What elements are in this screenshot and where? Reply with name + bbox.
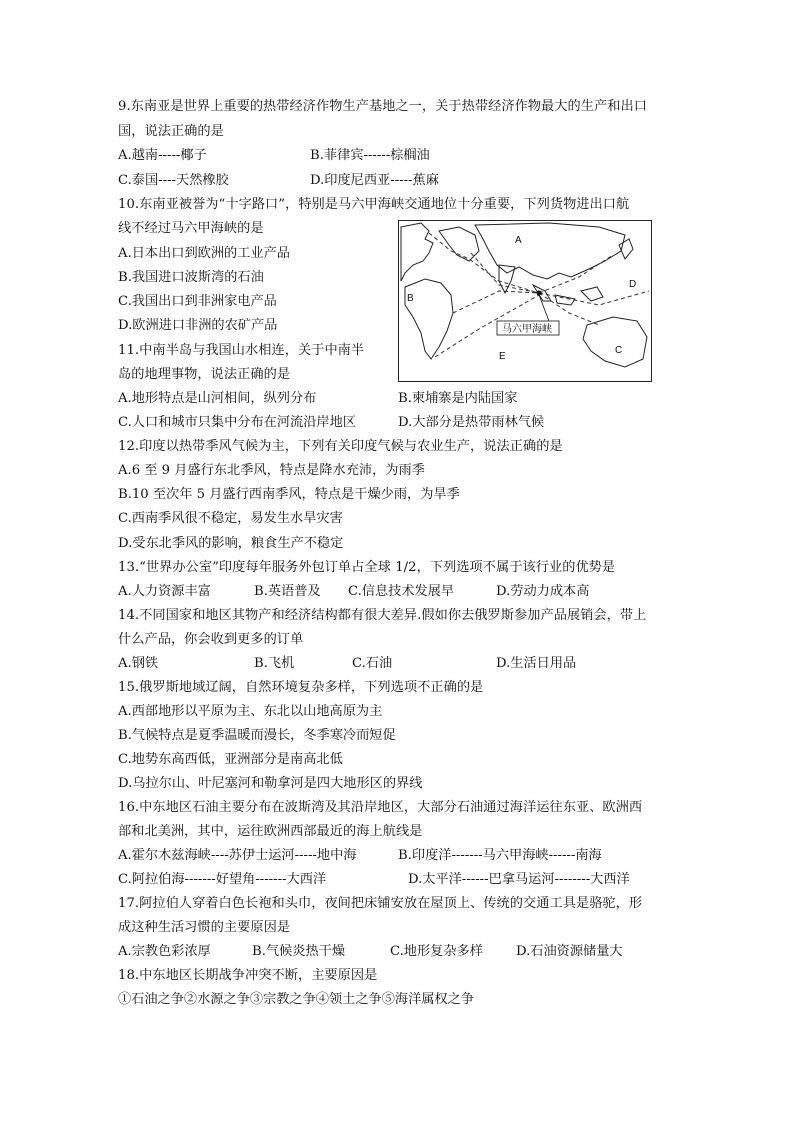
q9-option-a: A.越南-----椰子 — [118, 148, 207, 163]
africa-continent — [405, 279, 453, 359]
australia-landmass — [583, 317, 647, 367]
q14-option-a: A.钢铁 — [118, 656, 159, 671]
q12-option-b: B.10 至次年 5 月盛行西南季风，特点是干燥少雨，为旱季 — [118, 487, 460, 502]
africa-landmass — [401, 223, 433, 281]
q11-option-c: C.人口和城市只集中分布在河流沿岸地区 — [118, 415, 356, 430]
q10-option-a: A.日本出口到欧洲的工业产品 — [118, 246, 290, 261]
q11-stem-line1: 11.中南半岛与我国山水相连，关于中南半 — [118, 343, 365, 358]
q16-stem-line1: 16.中东地区石油主要分布在波斯湾及其沿岸地区，大部分石油通过海洋运往东亚、欧洲西 — [118, 800, 643, 815]
q9-stem-line1: 9.东南亚是世界上重要的热带经济作物生产基地之一，关于热带经济作物最大的生产和出口 — [118, 99, 647, 114]
q11-option-d: D.大部分是热带雨林气候 — [398, 415, 545, 430]
q12-stem: 12.印度以热带季风气候为主，下列有关印度气候与农业生产，说法正确的是 — [118, 439, 563, 454]
shipping-route-map — [398, 220, 652, 382]
q13-option-c: C.信息技术发展早 — [348, 584, 455, 599]
q10-stem-line1: 10.东南亚被誉为“十字路口”，特别是马六甲海峡交通地位十分重要，下列货物进出口航 — [118, 197, 630, 212]
q10-option-b: B.我国进口波斯湾的石油 — [118, 270, 264, 285]
japan-islands — [619, 239, 633, 259]
q9-option-c: C.泰国----天然橡胶 — [118, 173, 229, 188]
map-label-d: D — [629, 279, 637, 290]
q14-stem-line1: 14.不同国家和地区其物产和经济结构都有很大差异.假如你去俄罗斯参加产品展销会，带上 — [118, 608, 647, 623]
q13-stem: 13.“世界办公室”印度每年服务外包订单占全球 1/2，下列选项不属于该行业的优势是 — [118, 560, 616, 575]
q16-option-d: D.太平洋------巴拿马运河--------大西洋 — [408, 872, 630, 887]
q17-option-d: D.石油资源储量大 — [516, 944, 623, 959]
sea-islands — [533, 285, 603, 305]
q16-option-a: A.霍尔木兹海峡----苏伊士运河-----地中海 — [118, 848, 357, 863]
q15-stem: 15.俄罗斯地域辽阔，自然环境复杂多样，下列选项不正确的是 — [118, 680, 484, 695]
q17-option-b: B.气候炎热干燥 — [252, 944, 346, 959]
q10-option-c: C.我国出口到非洲家电产品 — [118, 294, 277, 309]
q16-option-c: C.阿拉伯海-------好望角-------大西洋 — [118, 872, 327, 887]
q11-option-b: B.柬埔寨是内陆国家 — [398, 391, 518, 406]
q14-option-d: D.生活日用品 — [496, 656, 577, 671]
q16-stem-line2: 部和北美洲，其中，运往欧洲西部最近的海上航线是 — [118, 824, 423, 839]
q15-option-a: A.西部地形以平原为主、东北以山地高原为主 — [118, 704, 383, 719]
q9-stem-line2: 国，说法正确的是 — [118, 124, 224, 139]
q13-option-d: D.劳动力成本高 — [496, 584, 590, 599]
q10-option-d: D.欧洲进口非洲的农矿产品 — [118, 318, 278, 333]
map-label-a: A — [515, 235, 522, 246]
shipping-route-map-drawing — [399, 221, 651, 381]
q14-option-b: B.飞机 — [254, 656, 295, 671]
q16-option-b: B.印度洋-------马六甲海峡------南海 — [398, 848, 602, 863]
q10-stem-line2: 线不经过马六甲海峡的是 — [118, 221, 264, 236]
q17-option-c: C.地形复杂多样 — [390, 944, 483, 959]
q15-option-d: D.乌拉尔山、叶尼塞河和勒拿河是四大地形区的界线 — [118, 776, 423, 791]
q12-option-d: D.受东北季风的影响，粮食生产不稳定 — [118, 536, 344, 551]
q9-option-d: D.印度尼西亚-----蕉麻 — [310, 173, 439, 188]
map-label-c: C — [615, 345, 623, 356]
q12-option-c: C.西南季风很不稳定，易发生水旱灾害 — [118, 511, 343, 526]
q17-option-a: A.宗教色彩浓厚 — [118, 944, 211, 959]
q13-option-b: B.英语普及 — [254, 584, 321, 599]
q13-option-a: A.人力资源丰富 — [118, 584, 211, 599]
q14-stem-line2: 什么产品，你会收到更多的订单 — [118, 632, 304, 647]
q12-option-a: A.6 至 9 月盛行东北季风，特点是降水充沛，为雨季 — [118, 463, 425, 478]
map-label-e: E — [499, 351, 506, 362]
q11-option-a: A.地形特点是山河相间，纵列分布 — [118, 391, 317, 406]
asia-landmass — [475, 223, 625, 279]
q9-option-b: B.菲律宾------棕榈油 — [310, 148, 430, 163]
q15-option-c: C.地势东高西低，亚洲部分是南高北低 — [118, 752, 343, 767]
q17-stem-line2: 成这种生活习惯的主要原因是 — [118, 920, 291, 935]
q18-choices: ①石油之争②水源之争③宗教之争④领土之争⑤海洋属权之争 — [118, 992, 475, 1007]
q15-option-b: B.气候特点是夏季温暖而漫长，冬季寒冷而短促 — [118, 728, 396, 743]
q14-option-c: C.石油 — [352, 656, 393, 671]
q11-stem-line2: 岛的地理事物，说法正确的是 — [118, 367, 291, 382]
malacca-strait-marker — [537, 291, 542, 296]
route-east-asia — [539, 255, 613, 293]
strait-label: 马六甲海峡 — [502, 324, 552, 335]
india-landmass — [499, 265, 515, 293]
map-label-b: B — [407, 293, 414, 304]
q18-stem: 18.中东地区长期战争冲突不断，主要原因是 — [118, 968, 378, 983]
q17-stem-line1: 17.阿拉伯人穿着白色长袍和头巾，夜间把床铺安放在屋顶上、传统的交通工具是骆驼，形 — [118, 896, 643, 911]
